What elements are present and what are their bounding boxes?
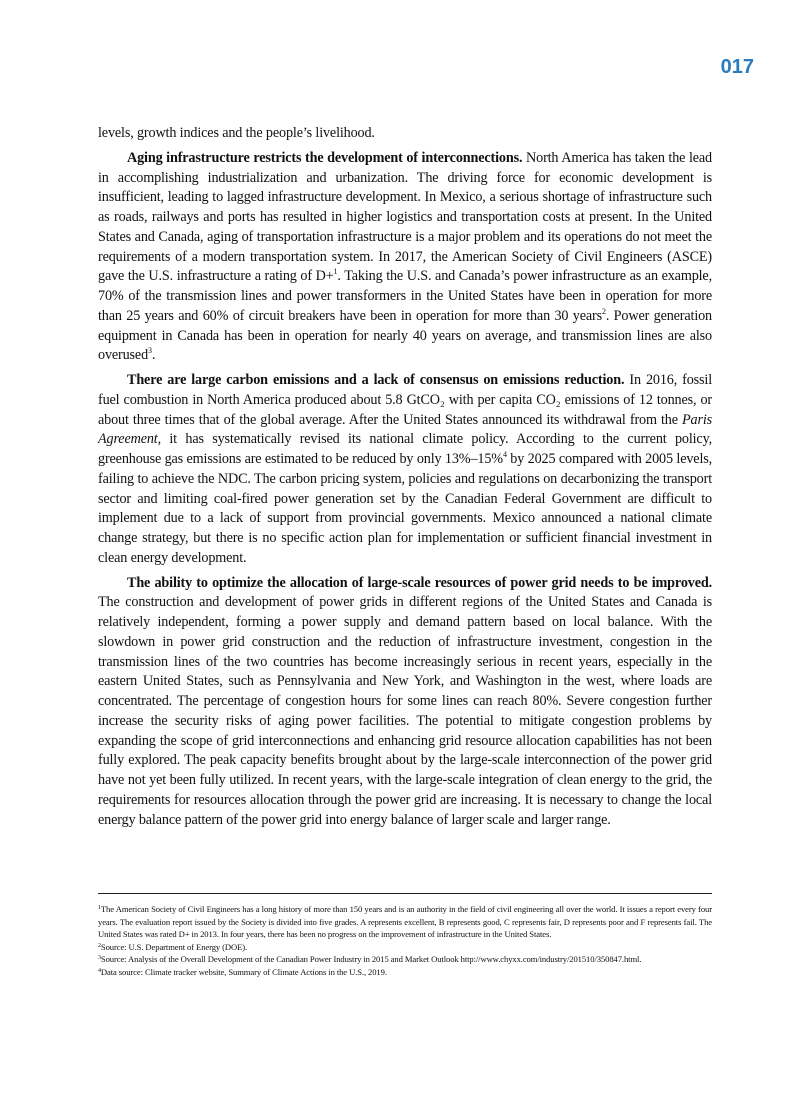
footnote-number: 4 — [98, 967, 101, 974]
paragraph — [98, 371, 712, 569]
footnote-divider — [98, 893, 712, 894]
page-number: 017 — [720, 56, 754, 78]
paragraph — [98, 574, 712, 831]
paragraph-text: . Power generation equipment in Canada has been in operation for nearly 40 years on average, and transmission lines are also overused — [98, 307, 712, 364]
footnote-number: 3 — [98, 955, 101, 962]
paragraph-text: , it has systematically revised its national climate policy. According to the current policy, greenhouse gas emissions are estimated to be reduced by only 13%–15% — [98, 431, 712, 467]
paragraph-text: In 2016, fossil fuel combustion in North America produced about 5.8 GtCO₂ with per capita CO₂ emissions of 12 tonnes, or about three times that of the global average. After the United States announced its withdrawal from the — [98, 372, 712, 428]
paragraph — [98, 149, 712, 366]
paragraph-heading: Aging infrastructure restricts the development of interconnections. — [127, 149, 523, 166]
footnote — [98, 941, 712, 954]
footnote-ref: 3 — [148, 346, 152, 356]
footnote — [98, 953, 712, 966]
footnote-number: 1 — [98, 905, 101, 911]
paragraph-text: The construction and development of power grids in different regions of the United States and Canada is relatively independent, forming a power supply and demand pattern based on local balance. With the slowdown in power grid construction and the reduction of infrastructure investment, congestion in the transmission lines of the two countries has become increasingly serious in recent years, especially in the eastern United States, such as Pennsylvania and New York, and Washington in the west, where loads are concentrated. The percentage of congestion hours for some lines can reach 80%. Severe congestion further increase the security risks of aging power facilities. The potential to mitigate congestion problems by expanding the scope of grid interconnections and enhancing grid resource allocation capabilities has not been fully explored. The peak capacity benefits brought about by the large-scale interconnection of the power grid have not yet been fully utilized. In recent years, with the large-scale integration of clean energy to the grid, the requirements for resources allocation through the power grid are increasing. It is necessary to change the local energy balance pattern of the power grid into energy balance of larger scale and larger range. — [98, 594, 712, 828]
paragraph-heading: There are large carbon emissions and a lack of consensus on emissions reduction. — [127, 372, 625, 388]
paragraph — [98, 124, 712, 144]
footnote — [98, 966, 712, 979]
footnote-text: The American Society of Civil Engineers has a long history of more than 150 years and is an authority in the field of civil engineering all over the world. It issues a report every four years. The evaluation report issued by the Society is divided into five grades. A represents excellent, B represents good, C represents fair, D represents poor and F represents fail. The United States was rated D+ in 2013. In four years, there has been no progress on the improvement of infrastructure in the United States. — [98, 904, 712, 940]
footnotes — [98, 903, 712, 979]
footnote-text: Source: U.S. Department of Energy (DOE). — [100, 941, 248, 952]
paragraph-text: Paris Agreement — [98, 411, 712, 448]
footnote — [98, 903, 712, 941]
footnote-ref: 2 — [601, 306, 606, 316]
paragraph-text: North America has taken the lead in accomplishing industrialization and urbanization. The driving force for economic development is insufficient, leading to lagged infrastructure development. In Mexico, a serious shortage of infrastructure such as roads, railways and ports has resulted in higher logistics and transportation costs at present. In the United States and Canada, aging of transportation infrastructure is a major problem and its operations do not meet the requirements of a modern transportation system. In 2017, the American Society of Civil Engineers (ASCE) gave the U.S. infrastructure a rating of D+ — [98, 149, 712, 285]
footnote-ref: 4 — [502, 450, 507, 459]
paragraph-text: by 2025 compared with 2005 levels, failing to achieve the NDC. The carbon pricing system, policies and regulations on decarbonizing the transport sector and limiting coal-fired power generation set by the Canadian Federal Government are difficult to implement due to a lack of support from provincial governments. Mexico announced a national climate change strategy, but there is no specific action plan for implementation or sufficient financial investment in clean energy development. — [98, 451, 713, 566]
paragraph-heading: The ability to optimize the allocation of large-scale resources of power grid needs to be improved. — [127, 574, 712, 591]
body-text — [98, 124, 712, 835]
footnote-text: Data source: Climate tracker website, Summary of Climate Actions in the U.S., 2019. — [100, 966, 387, 977]
footnote-text: Source: Analysis of the Overall Development of the Canadian Power Industry in 2015 and Market Outlook http://www.chyxx.com/industry/201510/350847.html. — [100, 954, 642, 965]
footnote-number: 2 — [98, 942, 101, 949]
paragraph-text: . — [151, 347, 156, 364]
paragraph-text: . Taking the U.S. and Canada’s power infrastructure as an example, 70% of the transmission lines and power transformers in the United States have been in operation for more than 25 years and 60% of circuit breakers have been in operation for more than 30 years — [98, 268, 712, 324]
paragraph-text: levels, growth indices and the people’s livelihood. — [98, 125, 375, 141]
footnote-ref: 1 — [333, 267, 338, 277]
